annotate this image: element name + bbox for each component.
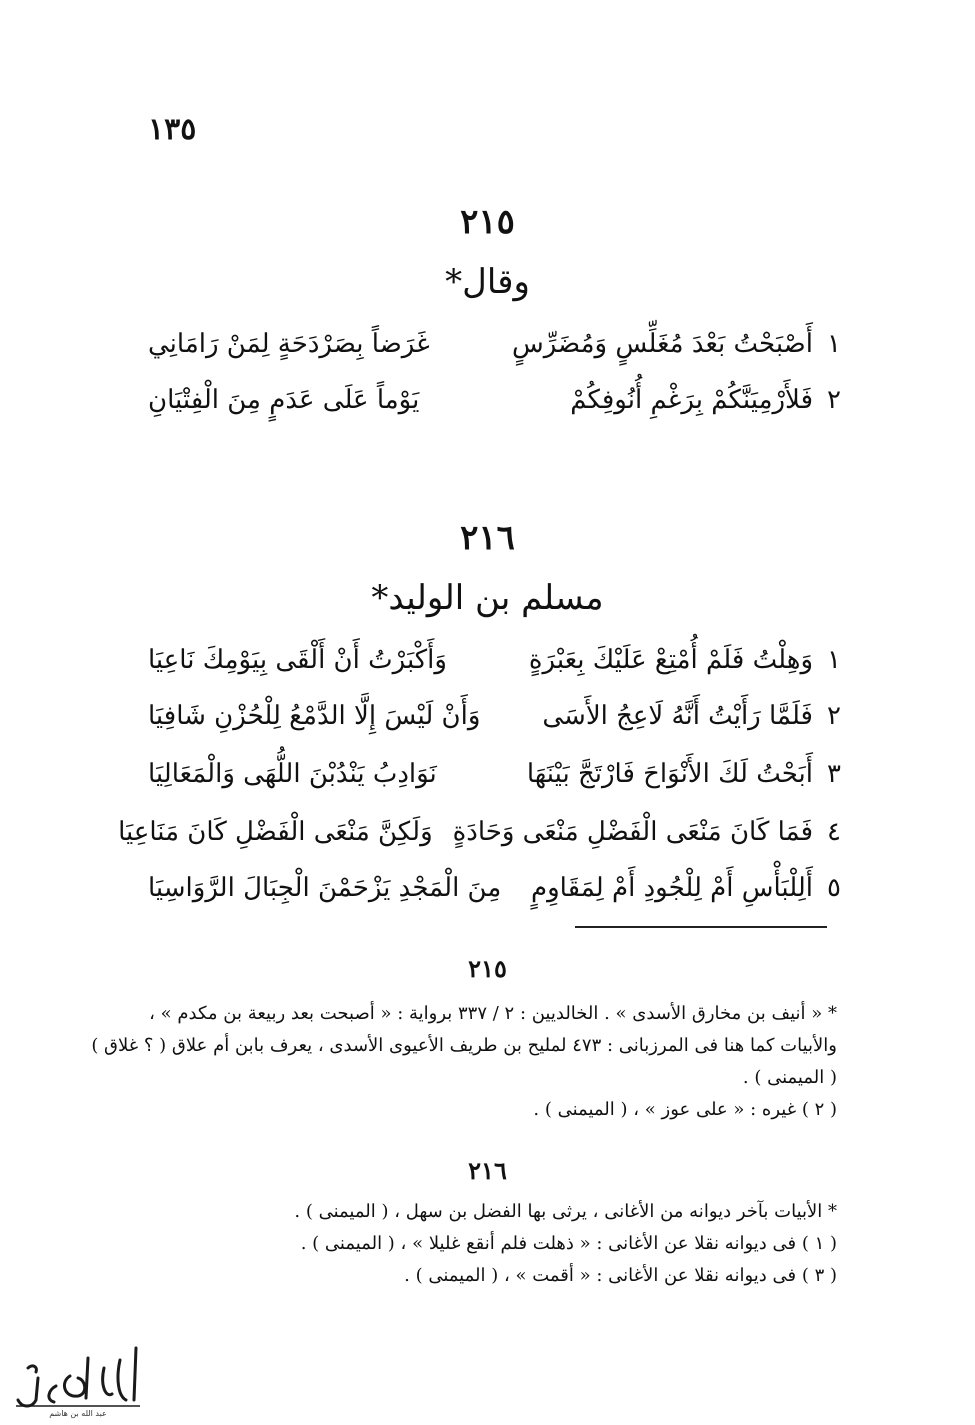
verse-number: ٤ xyxy=(827,817,841,847)
verse-number: ١ xyxy=(827,645,841,675)
second-hemistich: يَوْماً عَلَى عَدَمٍ مِنَ الْفِتْيَانِ xyxy=(148,385,420,415)
notes-number: ٢١٥ xyxy=(468,954,507,983)
footnote-divider xyxy=(575,926,827,928)
verse-line xyxy=(148,322,855,366)
footnote-line: ( ١ ) فى ديوانه نقلا عن الأغانى : « ذهلت فلم أنقع غليلا » ، ( الميمنى ) . xyxy=(300,1233,837,1254)
footnote-line: ( ٢ ) غيره : « على عوز » ، ( الميمنى ) . xyxy=(533,1099,837,1120)
verse-number: ٥ xyxy=(827,873,841,903)
poem-number: ٢١٥ xyxy=(460,202,515,242)
second-hemistich: مِنَ الْمَجْدِ يَزْحَمْنَ الْجِبَالَ الرَّوَاسِيَا xyxy=(148,873,502,903)
verse-line xyxy=(148,638,855,682)
second-hemistich: وَأَنْ لَيْسَ إِلَّا الدَّمْعُ لِلْحُزْنِ شَافِيَا xyxy=(148,701,481,731)
second-hemistich: نَوَادِبُ يَنْدُبْنَ اللُّهَى وَالْمَعَالِيَا xyxy=(148,759,437,789)
poem-title: وقال* xyxy=(445,262,530,302)
first-hemistich: فَمَا كَانَ مَنْعَى الْفَضْلِ مَنْعَى وَحَادَةٍ xyxy=(452,817,813,847)
verse-line xyxy=(148,378,855,422)
poem-title: مسلم بن الوليد* xyxy=(371,578,604,618)
notes-number: ٢١٦ xyxy=(468,1156,507,1185)
poem-number: ٢١٦ xyxy=(460,518,515,558)
first-hemistich: فَلأَرْمِيَنَّكُمْ بِرَغْمِ أُنُوفِكُمْ xyxy=(570,385,813,415)
second-hemistich: وَأَكْبَرْتُ أَنْ أَلْقَى بِيَوْمِكَ نَاعِيَا xyxy=(148,645,447,675)
verse-line xyxy=(148,866,855,910)
footnote-line: * الأبيات بآخر ديوانه من الأغانى ، يرثى بها الفضل بن سهل ، ( الميمنى ) . xyxy=(294,1201,837,1222)
verse-number: ١ xyxy=(827,329,841,359)
verse-line xyxy=(118,810,855,854)
watermark-logo xyxy=(8,1338,143,1418)
page-number: ١٣٥ xyxy=(148,112,197,147)
verse-number: ٣ xyxy=(827,759,841,789)
first-hemistich: أَصْبَحْتُ بَعْدَ مُغَلِّسٍ وَمُضَرِّسٍ xyxy=(511,329,813,359)
verse-line xyxy=(148,752,855,796)
footnote-line: * « أنيف بن مخارق الأسدى » . الخالديين : ٢ / ٣٣٧ برواية : « أصبحت بعد ربيعة بن مكدم » ، xyxy=(149,1003,837,1024)
second-hemistich: وَلَكِنَّ مَنْعَى الْفَضْلِ كَانَ مَنَاعِيَا xyxy=(118,817,433,847)
verse-line xyxy=(148,694,855,738)
footnote-line: والأبيات كما هنا فى المرزبانى : ٤٧٣ لمليح بن طريف الأعيوى الأسدى ، يعرف بابن أم علاق ( ؟ غلاق ) xyxy=(91,1035,837,1056)
verse-number: ٢ xyxy=(827,385,841,415)
first-hemistich: أَبَحْتُ لَكَ الأَنْوَاحَ فَارْتَجَّ بَيْنَهَا xyxy=(526,759,813,789)
footnote-line: ( ٣ ) فى ديوانه نقلا عن الأغانى : « أقمت » ، ( الميمنى ) . xyxy=(404,1265,837,1286)
watermark-subtitle: عبد الله بن هاشم xyxy=(49,1409,107,1418)
footnote-line: ( الميمنى ) . xyxy=(742,1067,837,1088)
first-hemistich: أَلِلْبَأْسِ أَمْ لِلْجُودِ أَمْ لِمَقَاوِمٍ xyxy=(531,873,813,903)
second-hemistich: غَرَضاً بِصَرْدَحَةٍ لِمَنْ رَامَانِي xyxy=(148,329,430,359)
first-hemistich: وَهِلْتُ فَلَمْ أُمْتِعْ عَلَيْكَ بِعَبْرَةٍ xyxy=(528,645,813,675)
verse-number: ٢ xyxy=(827,701,841,731)
first-hemistich: فَلَمَّا رَأَيْتُ أَنَّهُ لَاعِجُ الأَسَى xyxy=(542,701,813,731)
